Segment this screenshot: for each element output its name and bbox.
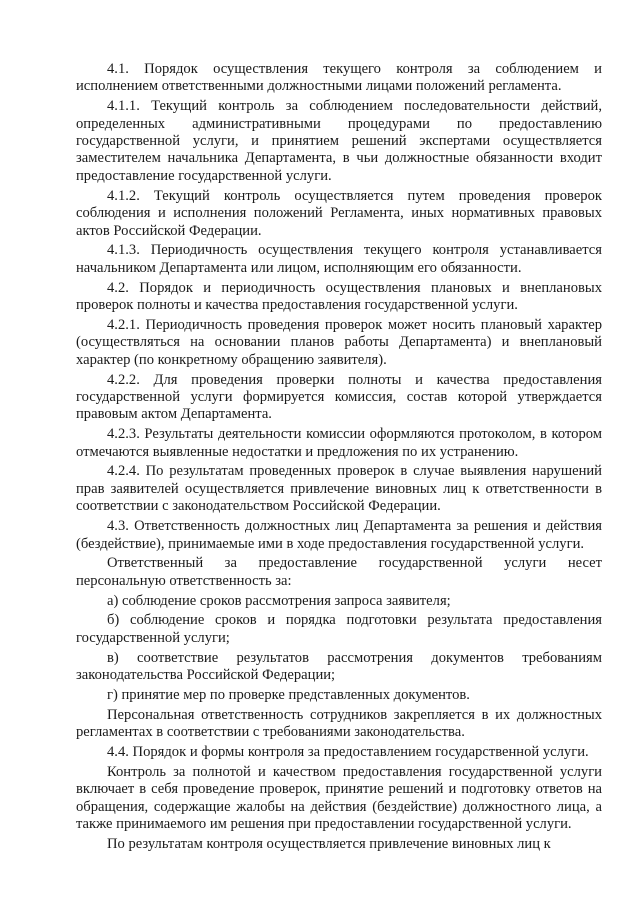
paragraph-4-2-2: 4.2.2. Для проведения проверки полноты и качества предоставления государственной услуги формируется комиссия, состав которой утверждается правовым актом Департамента. xyxy=(76,371,602,423)
paragraph-4-2-3: 4.2.3. Результаты деятельности комиссии оформляются протоколом, в котором отмечаются выявленные недостатки и предложения по их устранению. xyxy=(76,426,602,460)
paragraph-4-1: 4.1. Порядок осуществления текущего контроля за соблюдением и исполнением ответственными должностными лицами положений регламента. xyxy=(76,61,602,95)
paragraph-4-2-1: 4.2.1. Периодичность проведения проверок может носить плановый характер (осуществляться на основании планов работы Департамента) и внеплановый характер (по конкретному обращению заявителя). xyxy=(76,316,602,368)
list-item-v: в) соответствие результатов рассмотрения документов требованиям законодательства Российской Федерации; xyxy=(76,649,602,684)
paragraph-responsibility-intro: Ответственный за предоставление государственной услуги несет персональную ответственность за: xyxy=(76,555,602,589)
list-item-b: б) соблюдение сроков и порядка подготовки результата предоставления государственной услуги; xyxy=(76,612,602,646)
paragraph-control-scope: Контроль за полнотой и качеством предоставления государственной услуги включает в себя проведение проверок, принятие решений и подготовку ответов на обращения, содержащие жалобы на действия (бездействие) должностного лица, а также принимаемого им решения при предоставлении государственной услуги. xyxy=(76,763,602,833)
list-item-a: а) соблюдение сроков рассмотрения запроса заявителя; xyxy=(107,592,451,609)
list-item-g: г) принятие мер по проверке представленных документов. xyxy=(107,686,470,703)
paragraph-personal-responsibility: Персональная ответственность сотрудников закрепляется в их должностных регламентах в соответствии с требованиями законодательства. xyxy=(76,706,602,741)
paragraph-4-1-3: 4.1.3. Периодичность осуществления текущего контроля устанавливается начальником Департамента или лицом, исполняющим его обязанности. xyxy=(76,242,602,276)
paragraph-4-1-1: 4.1.1. Текущий контроль за соблюдением последовательности действий, определенных административными процедурами по предоставлению государственной услуги, и принятием решений экспертами осуществляется заместителем начальника Департамента, в чьи должностные обязанности входит предоставление государственной услуги. xyxy=(76,98,602,184)
paragraph-4-2-4: 4.2.4. По результатам проведенных проверок в случае выявления нарушений прав заявителей осуществляется привлечение виновных лиц к ответственности в соответствии с законодательством Российской Федерации. xyxy=(76,463,602,515)
paragraph-4-2: 4.2. Порядок и периодичность осуществления плановых и внеплановых проверок полноты и качества предоставления государственной услуги. xyxy=(76,279,602,314)
document-body xyxy=(76,61,602,856)
paragraph-4-4: 4.4. Порядок и формы контроля за предоставлением государственной услуги. xyxy=(107,744,589,761)
paragraph-4-1-2: 4.1.2. Текущий контроль осуществляется путем проведения проверок соблюдения и исполнения положений Регламента, иных нормативных правовых актов Российской Федерации. xyxy=(76,187,602,239)
paragraph-4-3: 4.3. Ответственность должностных лиц Департамента за решения и действия (бездействие), принимаемые ими в ходе предоставления государственной услуги. xyxy=(76,518,602,552)
paragraph-control-results: По результатам контроля осуществляется привлечение виновных лиц к xyxy=(107,835,551,852)
